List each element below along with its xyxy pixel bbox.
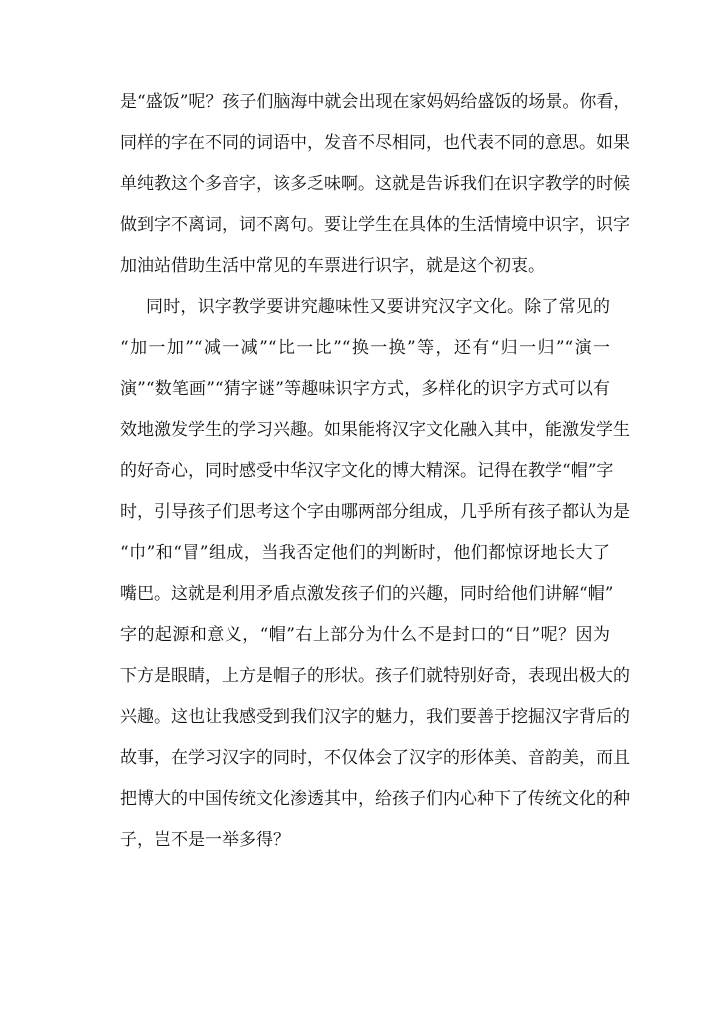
paragraph-1-line: 同样的字在不同的词语中，发音不尽相同，也代表不同的意思。如果 <box>120 133 630 153</box>
paragraph-1-line: 加油站借助生活中常见的车票进行识字，就是这个初衷。 <box>120 256 545 276</box>
paragraph-2-line: 的好奇心，同时感受中华汉字文化的博大精深。记得在教学“帽”字 <box>120 461 614 481</box>
paragraph-2-line: 演”“数笔画”“猜字谜”等趣味识字方式，多样化的识字方式可以有 <box>120 379 610 399</box>
paragraph-2-line: 嘴巴。这就是利用矛盾点激发孩子们的兴趣，同时给他们讲解“帽” <box>120 584 614 604</box>
paragraph-2-line: 效地激发学生的学习兴趣。如果能将汉字文化融入其中，能激发学生 <box>120 420 630 440</box>
paragraph-2-line: 同时，识字教学要讲究趣味性又要讲究汉字文化。除了常见的 <box>146 297 610 317</box>
paragraph-1-line: 做到字不离词，词不离句。要让学生在具体的生活情境中识字，识字 <box>120 215 630 235</box>
paragraph-2-line: 子，岂不是一举多得？ <box>120 830 290 850</box>
paragraph-1-line: 是“盛饭”呢？孩子们脑海中就会出现在家妈妈给盛饭的场景。你看， <box>120 92 631 112</box>
paragraph-2-line: 时，引导孩子们思考这个字由哪两部分组成，几乎所有孩子都认为是 <box>120 502 630 522</box>
paragraph-2-line: 下方是眼睛，上方是帽子的形状。孩子们就特别好奇，表现出极大的 <box>120 666 630 686</box>
paragraph-2-line: “巾”和“冒”组成，当我否定他们的判断时，他们都惊讶地长大了 <box>120 543 610 563</box>
paragraph-2-line: 故事，在学习汉字的同时，不仅体会了汉字的形体美、音韵美，而且 <box>120 748 630 768</box>
paragraph-2-line: “加一加”“减一减”“比一比”“换一换”等，还有“归一归”“演一 <box>120 338 610 358</box>
paragraph-2-line: 把博大的中国传统文化渗透其中，给孩子们内心种下了传统文化的种 <box>120 789 630 809</box>
paragraph-2-line: 字的起源和意义，“帽”右上部分为什么不是封口的“日”呢？因为 <box>120 625 610 645</box>
paragraph-1-line: 单纯教这个多音字，该多乏味啊。这就是告诉我们在识字教学的时候 <box>120 174 630 194</box>
paragraph-2-line: 兴趣。这也让我感受到我们汉字的魅力，我们要善于挖掘汉字背后的 <box>120 707 630 727</box>
